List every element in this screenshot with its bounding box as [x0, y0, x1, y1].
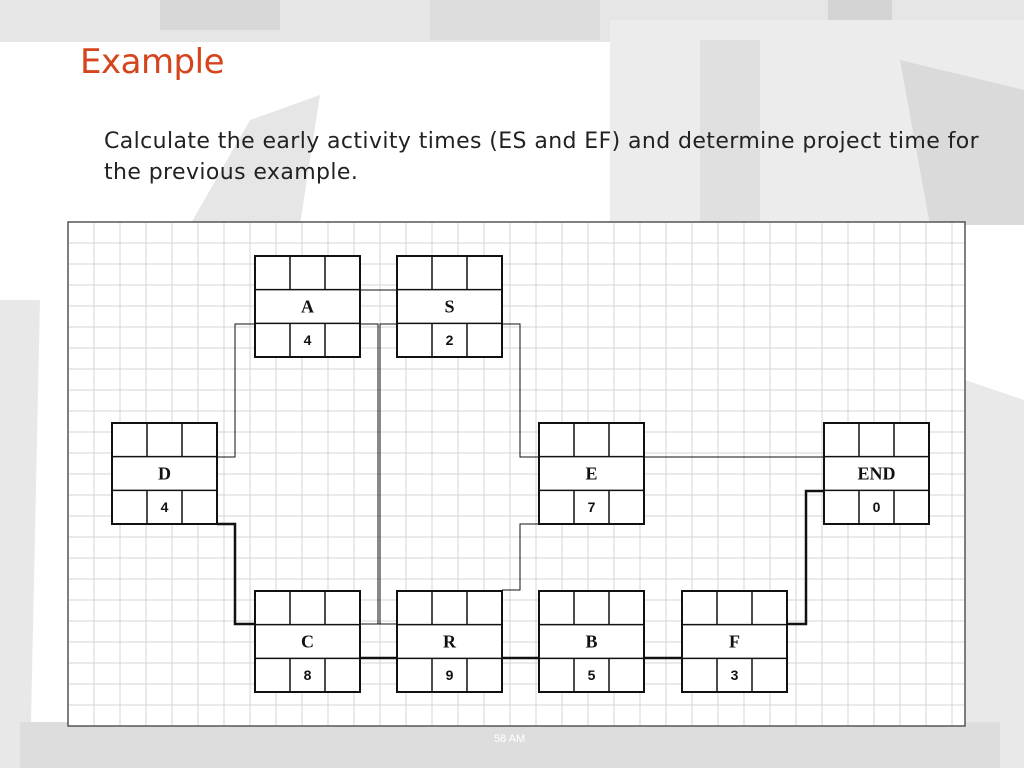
node-name: D: [158, 463, 171, 484]
node-f: [682, 591, 787, 692]
slide-instruction-text: Calculate the early activity times (ES and EF) and determine project time for the previous example.: [104, 129, 980, 185]
footer-time: 58 AM: [494, 733, 526, 745]
node-s: [397, 256, 502, 357]
node-name: END: [857, 463, 896, 484]
node-end: [824, 423, 929, 524]
node-name: B: [585, 631, 598, 652]
node-name: C: [301, 631, 314, 652]
node-c: [255, 591, 360, 692]
node-name: F: [729, 631, 740, 652]
node-d: [112, 423, 217, 524]
node-duration: 7: [587, 499, 596, 516]
node-name: R: [443, 631, 456, 652]
node-duration: 5: [587, 667, 596, 684]
node-duration: 0: [872, 499, 881, 516]
node-a: [255, 256, 360, 357]
node-name: A: [301, 296, 314, 317]
node-e: [539, 423, 644, 524]
node-duration: 3: [730, 667, 739, 684]
node-duration: 4: [303, 332, 312, 349]
node-duration: 4: [160, 499, 169, 516]
node-r: [397, 591, 502, 692]
node-duration: 8: [303, 667, 312, 684]
node-name: E: [585, 463, 598, 484]
slide-title: Example: [80, 42, 225, 82]
node-b: [539, 591, 644, 692]
node-duration: 9: [445, 667, 454, 684]
node-name: S: [444, 296, 455, 317]
node-duration: 2: [445, 332, 454, 349]
